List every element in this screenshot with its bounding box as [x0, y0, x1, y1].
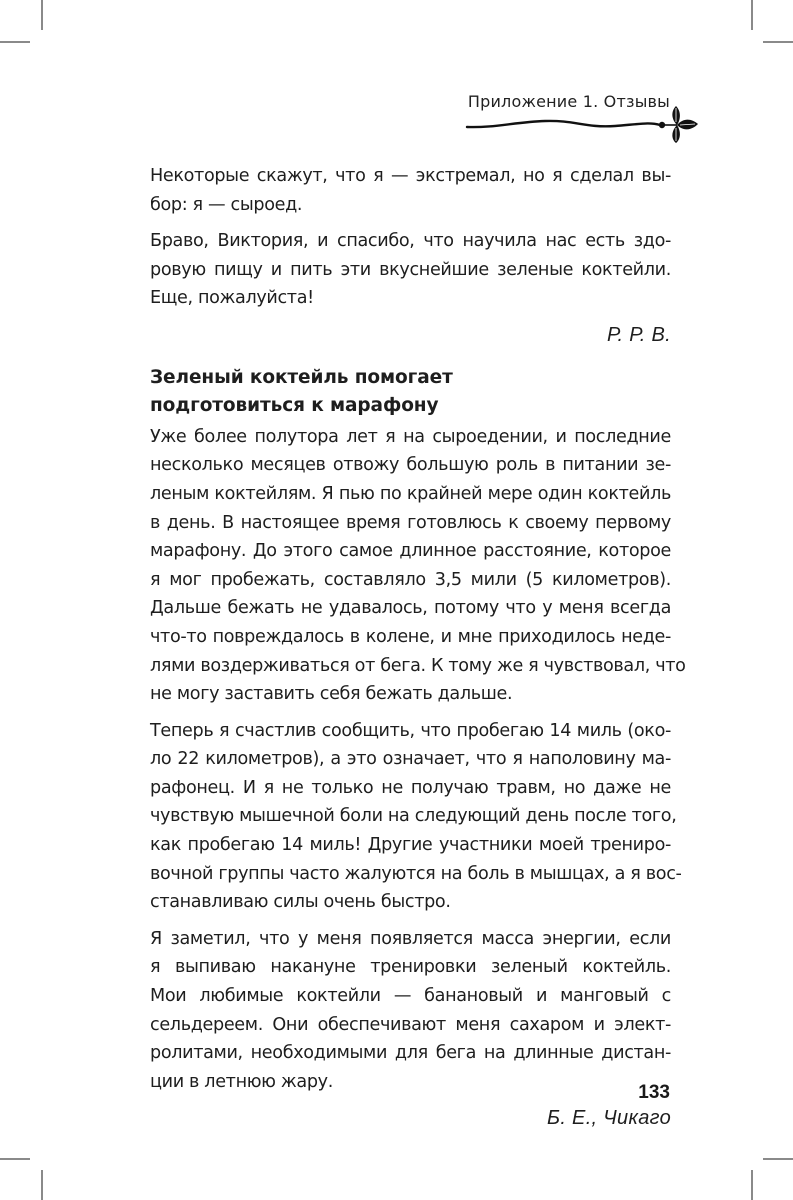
signature-2: Б. Е., Чикаго [547, 1107, 671, 1130]
text-line: станавливаю силы очень быстро. [150, 892, 451, 913]
section-heading [150, 364, 671, 421]
text-line: в день. В настоящее время готовлюсь к своему первому [150, 512, 671, 533]
page-body [150, 162, 686, 1145]
crop-mark-bottom-right-horizontal [763, 1158, 793, 1160]
text-line: Теперь я счастлив сообщить, что пробегаю 14 миль (око- [150, 720, 671, 741]
text-line: как пробегаю 14 миль! Другие участники моей трениро- [150, 835, 671, 856]
text-line: бор: я — сыроед. [150, 194, 303, 215]
crop-mark-top-right-vertical [751, 0, 753, 30]
text-line: Дальше бежать не удавалось, потому что у меня всегда [150, 598, 671, 619]
crop-mark-bottom-left-horizontal [0, 1158, 30, 1160]
text-line: Некоторые скажут, что я — экстремал, но я сделал вы- [150, 166, 671, 186]
text-line: марафону. До этого самое длинное расстояние, которое [150, 541, 671, 562]
section-heading-line-2: подготовиться к марафону [150, 395, 439, 417]
paragraph [150, 423, 686, 709]
text-line: несколько месяцев отвожу большую роль в питании зе- [150, 455, 671, 476]
text-line: ролитами, необходимыми для бега на длинные дистан- [150, 1043, 671, 1064]
signature-1: Р. Р. В. [607, 323, 671, 346]
text-line: я выпиваю накануне тренировки зеленый коктейль. [150, 957, 671, 978]
paragraph [150, 162, 671, 219]
paragraph [150, 227, 671, 313]
section-heading-line-1: Зеленый коктейль помогает [150, 366, 453, 388]
text-line: Я заметил, что у меня появляется масса энергии, если [150, 928, 671, 949]
text-line: ции в летнюю жару. [150, 1071, 333, 1092]
text-line: не могу заставить себя бежать дальше. [150, 684, 513, 705]
text-line: ровую пищу и пить эти вкуснейшие зеленые коктейли. [150, 259, 671, 280]
running-head: Приложение 1. Отзывы [467, 92, 670, 111]
text-line: Еще, пожалуйста! [150, 288, 314, 309]
text-line: Мои любимые коктейли — банановый и манговый с [150, 986, 671, 1007]
text-line: Браво, Виктория, и спасибо, что научила нас есть здо- [150, 231, 671, 252]
paragraphs-top [150, 162, 671, 313]
text-line: сельдереем. Они обеспечивают меня сахаром и элект- [150, 1014, 671, 1035]
crop-mark-top-right-horizontal [763, 41, 793, 43]
text-line: вочной группы часто жалуются на боль в мышцах, а я вос- [150, 863, 682, 884]
paragraph [150, 925, 671, 1097]
text-line: Уже более полутора лет я на сыроедении, и последние [150, 426, 671, 447]
text-line: леным коктейлям. Я пью по крайней мере один коктейль [150, 483, 671, 504]
text-line: лями воздерживаться от бега. К тому же я чувствовал, что [150, 655, 686, 676]
page-number: 133 [638, 1082, 670, 1103]
text-line: что-то повреждалось в колене, и мне приходилось неде- [150, 626, 671, 647]
crop-mark-bottom-left-vertical [41, 1170, 43, 1200]
crop-mark-bottom-right-vertical [751, 1170, 753, 1200]
text-line: я мог пробежать, составляло 3,5 мили (5 километров). [150, 569, 671, 590]
paragraph [150, 717, 682, 917]
text-line: рафонец. И я не только не получаю травм, но даже не [150, 777, 671, 798]
text-line: чувствую мышечной боли на следующий день после того, [150, 806, 677, 827]
floral-swash-ornament-icon [465, 104, 700, 144]
text-line: ло 22 километров), а это означает, что я наполовину ма- [150, 749, 671, 770]
paragraphs-bottom [150, 423, 686, 1097]
crop-mark-top-left-vertical [41, 0, 43, 30]
crop-mark-top-left-horizontal [0, 41, 30, 43]
